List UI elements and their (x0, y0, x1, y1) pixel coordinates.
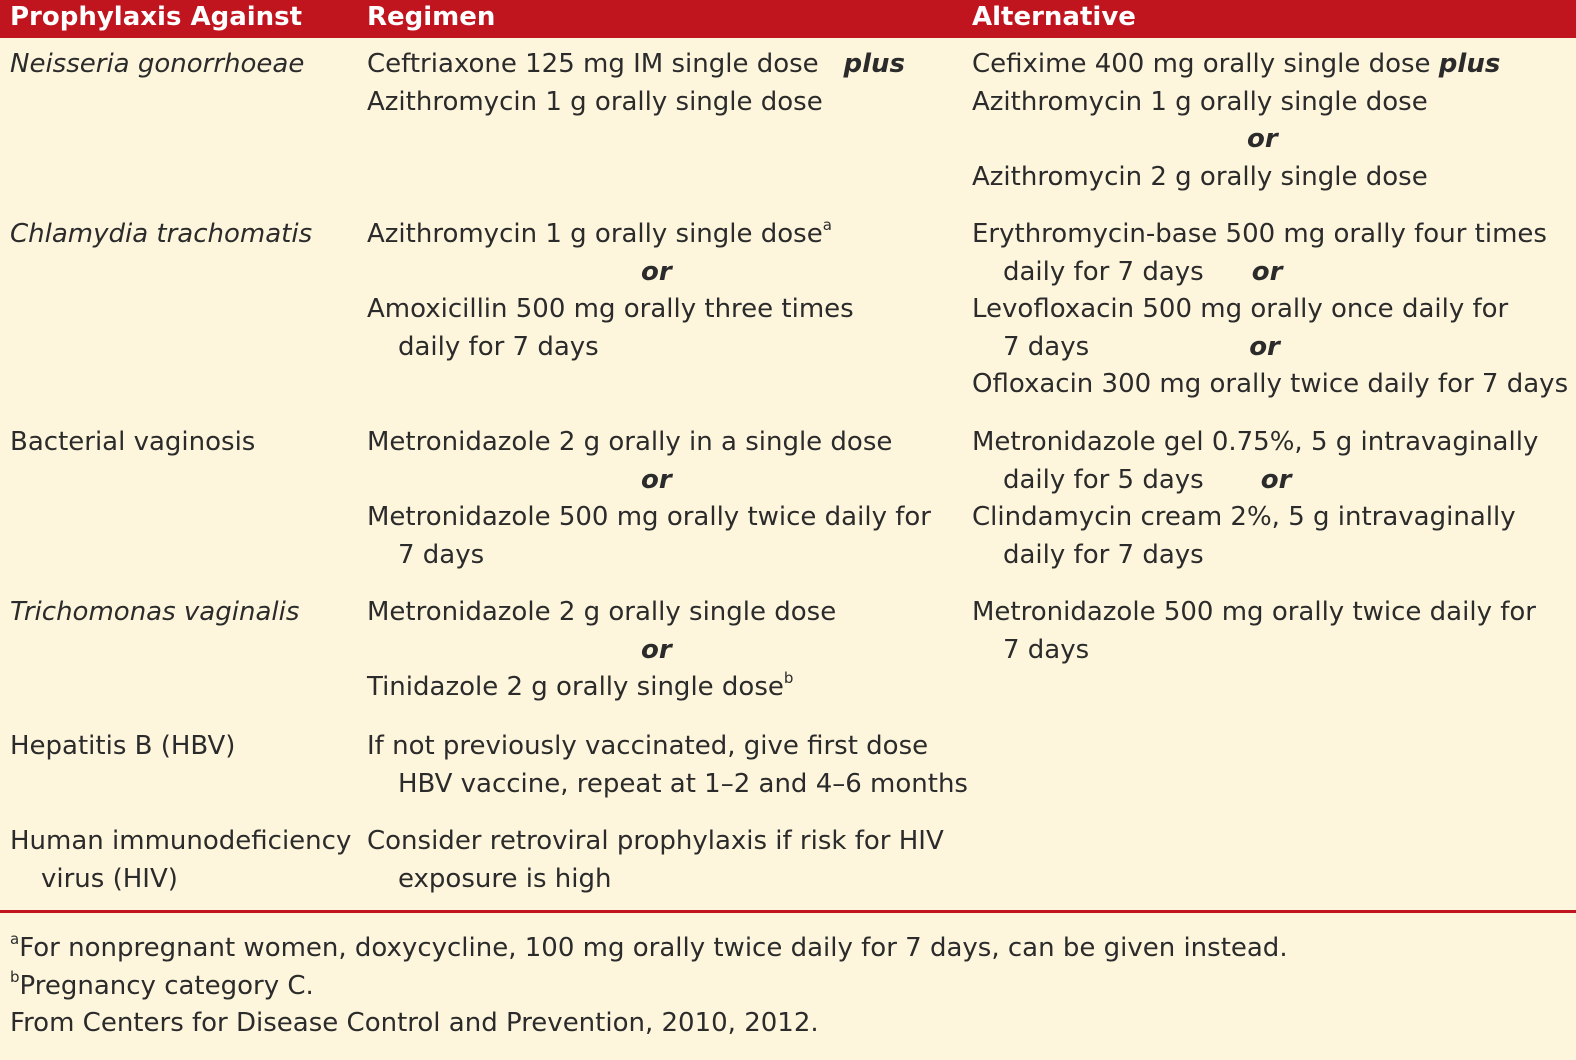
regimen-line: Azithromycin 1 g orally single dose (367, 219, 823, 249)
or-connector: or (1247, 124, 1278, 154)
regimen-line: Azithromycin 1 g orally single dose (367, 86, 823, 117)
table-row-bacterial-vaginosis (0, 416, 1576, 586)
or-connector: or (641, 634, 672, 665)
against-line: virus (HIV) (41, 863, 178, 894)
alternative-line: Ofloxacin 300 mg orally twice daily for 7 days (972, 369, 1569, 399)
footnote-b-mark: b (10, 967, 20, 986)
footnote-a (10, 930, 1288, 968)
cell-against: Hepatitis B (HBV) (10, 731, 236, 761)
table-row-hepatitis-b (0, 720, 1576, 816)
regimen-line: Metronidazole 2 g orally in a single dose (367, 427, 893, 457)
cell-against: Trichomonas vaginalis (10, 597, 300, 627)
footnote-a-marker: a (822, 216, 832, 234)
regimen-line: Ceftriaxone 125 mg IM single dose (367, 49, 819, 79)
cell-regimen (367, 823, 962, 898)
regimen-line: daily for 7 days (398, 331, 599, 362)
alternative-line: 7 days (1003, 634, 1090, 665)
cell-regimen (367, 216, 962, 366)
header-regimen: Regimen (367, 2, 496, 32)
regimen-line: Amoxicillin 500 mg orally three times (367, 294, 854, 324)
cell-regimen (367, 594, 962, 707)
alternative-line: Metronidazole 500 mg orally twice daily for (972, 597, 1536, 627)
regimen-line: Consider retroviral prophylaxis if risk for HIV (367, 826, 944, 856)
cell-regimen (367, 728, 968, 803)
alternative-line: Levofloxacin 500 mg orally once daily for (972, 294, 1509, 324)
cell-against: Chlamydia trachomatis (10, 219, 313, 249)
cell-alternative (972, 46, 1567, 196)
alternative-line: Cefixime 400 mg orally single dose (972, 49, 1431, 79)
footnote-b-marker: b (783, 669, 794, 687)
alternative-line: Azithromycin 2 g orally single dose (972, 161, 1428, 192)
alternative-line: daily for 5 days (1003, 464, 1204, 495)
table-row-trichomonas (0, 586, 1576, 720)
alternative-line: daily for 7 days (1003, 539, 1204, 570)
footnote-a-text: For nonpregnant women, doxycycline, 100 mg orally twice daily for 7 days, can be given instead. (19, 933, 1288, 963)
or-connector: or (1260, 464, 1292, 495)
table-row-chlamydia (0, 208, 1576, 416)
regimen-line: If not previously vaccinated, give first dose (367, 731, 929, 761)
regimen-line: HBV vaccine, repeat at 1–2 and 4–6 months (398, 768, 968, 799)
against-line: Human immunodeficiency (10, 826, 352, 856)
alternative-line: Clindamycin cream 2%, 5 g intravaginally (972, 502, 1516, 532)
table-header (0, 0, 1576, 38)
plus-connector: plus (1438, 49, 1501, 79)
alternative-line: 7 days (1003, 331, 1090, 362)
or-connector: or (641, 464, 672, 495)
cell-alternative (972, 594, 1567, 669)
or-connector: or (1251, 256, 1283, 287)
cell-regimen (367, 46, 962, 121)
plus-connector: plus (843, 49, 905, 79)
alternative-line: Metronidazole gel 0.75%, 5 g intravaginally (972, 427, 1539, 457)
alternative-line: daily for 7 days (1003, 256, 1204, 287)
or-connector: or (641, 256, 672, 287)
header-prophylaxis-against: Prophylaxis Against (10, 2, 303, 32)
footnotes (10, 930, 1288, 1043)
cell-regimen (367, 424, 962, 574)
or-connector: or (1249, 331, 1280, 362)
cell-against (10, 823, 360, 898)
table-row-hiv (0, 815, 1576, 910)
cell-alternative (972, 216, 1567, 404)
regimen-line: Metronidazole 500 mg orally twice daily for (367, 502, 931, 532)
alternative-line: Erythromycin-base 500 mg orally four times (972, 219, 1547, 249)
footnote-b-text: Pregnancy category C. (19, 970, 314, 1001)
alternative-line: Azithromycin 1 g orally single dose (972, 86, 1428, 117)
cell-against: Bacterial vaginosis (10, 427, 256, 457)
cell-against: Neisseria gonorrhoeae (10, 49, 305, 79)
source-note: From Centers for Disease Control and Prevention, 2010, 2012. (10, 1008, 819, 1038)
regimen-line: exposure is high (398, 863, 612, 894)
regimen-line: Tinidazole 2 g orally single dose (367, 672, 784, 702)
cell-alternative (972, 424, 1567, 574)
header-alternative: Alternative (972, 2, 1136, 32)
footnote-a-mark: a (10, 930, 20, 948)
regimen-line: Metronidazole 2 g orally single dose (367, 597, 837, 627)
footnote-b (10, 968, 1288, 1006)
table-row-gonorrhoeae (0, 38, 1576, 208)
regimen-line: 7 days (398, 539, 485, 570)
table-bottom-rule (0, 910, 1576, 913)
